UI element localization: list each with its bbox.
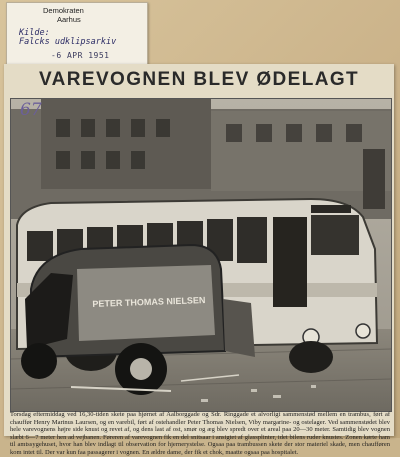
newspaper-city: Aarhus xyxy=(57,15,81,24)
handwritten-number: 67 xyxy=(20,100,42,120)
archive-name: Falcks udklipsarkiv xyxy=(19,37,117,47)
newspaper-name: Demokraten xyxy=(43,6,84,15)
date-stamp: -6 APR 1951 xyxy=(51,51,110,60)
van-signage: PETER THOMAS NIELSEN xyxy=(92,295,206,309)
accident-photo xyxy=(10,98,392,412)
article-headline: VAREVOGNEN BLEV ØDELAGT xyxy=(38,69,360,90)
archive-label-card xyxy=(6,2,148,66)
newspaper-clipping xyxy=(4,64,394,456)
article-caption: Torsdag eftermiddag ved 16,30-tiden skete paa hjørnet af Aalborggade og Sdr. Ringgade et alvorligt sammenstød mellem en trambus, ført af chauffør Henry Marinus Laursen, og en varebil, ført af ostehandler Peter Thomas Nielsen, Viby margarine- og ostelager. Ved sammenstødet blev hele varevognens højre side knust og revet af, og dens last af ost, smør og æg blev spredt over et areal paa 20—30 meter. Samtidig blev vognen slæbt 6—7 meter hen ad vejbanen. Føreren af varevognen fik en del snitsaar i ansigtet af glassplinter, idet bilens ruder knustes. Zonen kørte ham til amtssygehuset, hvor han blev indlagt til observation for hjernerystelse. Ogsaa paa trambussen skete der stor materiel skade, men chaufføren kom intet til. Der var kun faa passagerer i vognen. En ældre dame, der fik et chok, maatte ogsaa paa hospitalet. xyxy=(10,411,390,456)
source-line: Kilde: xyxy=(19,28,50,38)
